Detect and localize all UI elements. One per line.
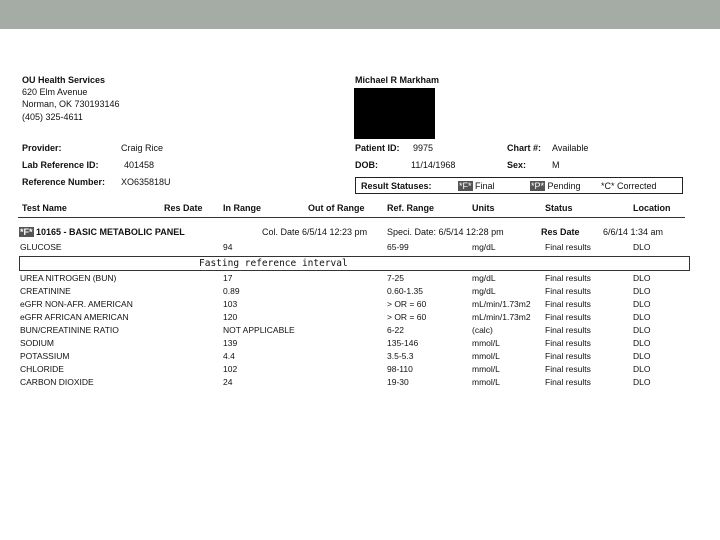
header-rule [18, 217, 685, 218]
test-name: GLUCOSE [20, 242, 62, 252]
chart-label: Chart #: [507, 143, 542, 153]
in-range-value: NOT APPLICABLE [223, 325, 295, 335]
status-corrected [601, 181, 657, 192]
patient-id-label: Patient ID: [355, 143, 400, 153]
ref-range: 7-25 [387, 273, 405, 283]
in-range-value: 17 [223, 273, 233, 283]
test-name: CHLORIDE [20, 364, 64, 374]
dob-value: 11/14/1968 [411, 160, 456, 170]
in-range-value: 103 [223, 299, 238, 309]
ref-range: 6-22 [387, 325, 405, 335]
units: mg/dL [472, 242, 496, 252]
test-name: BUN/CREATININE RATIO [20, 325, 119, 335]
in-range-value: 0.89 [223, 286, 240, 296]
test-name: CREATININE [20, 286, 71, 296]
ref-range: 3.5-5.3 [387, 351, 414, 361]
clinic-phone: (405) 325-4611 [22, 112, 83, 122]
location: DLO [633, 273, 651, 283]
status: Final results [545, 364, 591, 374]
test-name: eGFR AFRICAN AMERICAN [20, 312, 129, 322]
clinic-address-line1: 620 Elm Avenue [22, 87, 88, 97]
panel-res-date-label: Res Date [541, 227, 580, 237]
ref-range: > OR = 60 [387, 299, 427, 309]
ref-range: 0.60-1.35 [387, 286, 423, 296]
clinic-name: OU Health Services [22, 75, 106, 85]
lab-reference-value: 401458 [124, 160, 155, 170]
units: mmol/L [472, 364, 500, 374]
status-final-code: *F* [459, 181, 472, 191]
location: DLO [633, 325, 651, 335]
in-range-value: 4.4 [223, 351, 235, 361]
units: mg/dL [472, 273, 496, 283]
test-name: CARBON DIOXIDE [20, 377, 94, 387]
col-location: Location [633, 203, 671, 213]
sex-label: Sex: [507, 160, 527, 170]
ref-range: 19-30 [387, 377, 409, 387]
in-range-value: 120 [223, 312, 238, 322]
lab-reference-label: Lab Reference ID: [22, 160, 99, 170]
location: DLO [633, 351, 651, 361]
top-bar [0, 0, 720, 29]
ref-range: 135-146 [387, 338, 419, 348]
panel-col-date: Col. Date 6/5/14 12:23 pm [262, 227, 368, 237]
col-res-date: Res Date [164, 203, 203, 213]
location: DLO [633, 242, 651, 252]
location: DLO [633, 286, 651, 296]
status-pending [530, 181, 581, 192]
test-name: eGFR NON-AFR. AMERICAN [20, 299, 133, 309]
result-statuses-label: Result Statuses: [361, 181, 432, 191]
status-pending-code: *P* [531, 181, 545, 191]
status: Final results [545, 286, 591, 296]
provider-value: Craig Rice [121, 143, 164, 153]
col-in-range: In Range [223, 203, 262, 213]
reference-number-label: Reference Number: [22, 177, 106, 187]
dob-label: DOB: [355, 160, 378, 170]
panel-status-code: *F* [20, 227, 33, 237]
patient-name: Michael R Markham [355, 75, 440, 85]
in-range-value: 139 [223, 338, 238, 348]
panel-res-date: 6/6/14 1:34 am [603, 227, 664, 237]
fasting-annotation-box [19, 256, 690, 271]
ref-range: 65-99 [387, 242, 409, 252]
location: DLO [633, 338, 651, 348]
status: Final results [545, 325, 591, 335]
col-status: Status [545, 203, 573, 213]
test-name: UREA NITROGEN (BUN) [20, 273, 117, 283]
location: DLO [633, 312, 651, 322]
sex-value: M [552, 160, 560, 170]
status: Final results [545, 299, 591, 309]
in-range-value: 94 [223, 242, 233, 252]
in-range-value: 102 [223, 364, 238, 374]
reference-number-value: XO635818U [121, 177, 171, 187]
clinic-address-line2: Norman, OK 730193146 [22, 99, 120, 109]
status: Final results [545, 377, 591, 387]
units: mL/min/1.73m2 [472, 312, 531, 322]
redaction-block [354, 88, 435, 139]
provider-label: Provider: [22, 143, 62, 153]
in-range-value: 24 [223, 377, 233, 387]
status: Final results [545, 273, 591, 283]
panel-title [19, 227, 185, 238]
chart-value: Available [552, 143, 589, 153]
col-units: Units [472, 203, 495, 213]
units: mmol/L [472, 338, 500, 348]
ref-range: > OR = 60 [387, 312, 427, 322]
status: Final results [545, 312, 591, 322]
ref-range: 98-110 [387, 364, 413, 374]
units: mmol/L [472, 377, 500, 387]
units: (calc) [472, 325, 493, 335]
col-out-of-range: Out of Range [308, 203, 365, 213]
patient-id-value: 9975 [413, 143, 434, 153]
units: mL/min/1.73m2 [472, 299, 531, 309]
units: mg/dL [472, 286, 496, 296]
location: DLO [633, 364, 651, 374]
test-name: SODIUM [20, 338, 54, 348]
status: Final results [545, 242, 591, 252]
status-final [458, 181, 495, 192]
col-ref-range: Ref. Range [387, 203, 435, 213]
test-name: POTASSIUM [20, 351, 70, 361]
location: DLO [633, 299, 651, 309]
status-final-label: Final [475, 181, 495, 191]
col-test-name: Test Name [22, 203, 67, 213]
status-corrected-label: Corrected [617, 181, 657, 191]
panel-name: 10165 - BASIC METABOLIC PANEL [36, 227, 185, 237]
units: mmol/L [472, 351, 500, 361]
location: DLO [633, 377, 651, 387]
status: Final results [545, 351, 591, 361]
status-corrected-code: *C* [601, 181, 615, 191]
panel-speci-date: Speci. Date: 6/5/14 12:28 pm [387, 227, 504, 237]
status: Final results [545, 338, 591, 348]
fasting-annotation: Fasting reference interval [199, 258, 348, 269]
status-pending-label: Pending [547, 181, 581, 191]
